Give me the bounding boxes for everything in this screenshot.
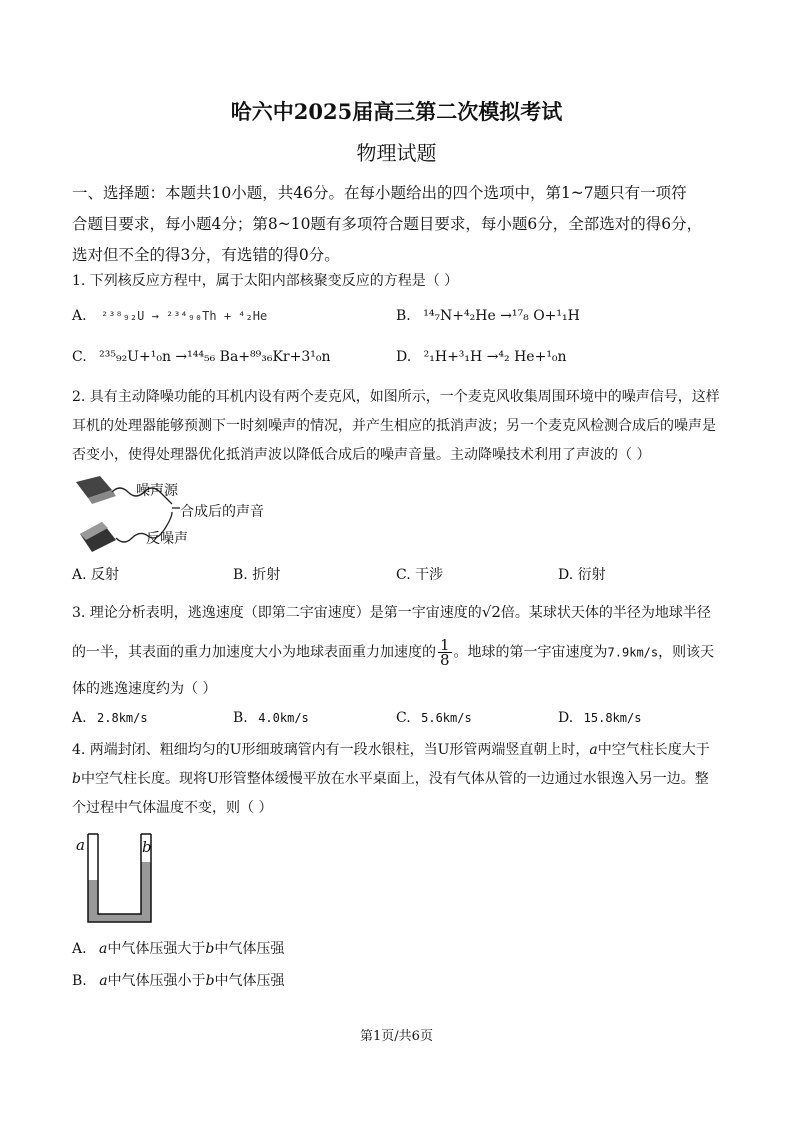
q3-option-d — [558, 710, 641, 726]
q3-option-d-letter: D. — [558, 710, 574, 726]
q4-option-b-var2: b — [205, 973, 215, 989]
q3-line-1a: 3. 理论分析表明，逃逸速度（即第二宇宙速度）是第一宇宙速度的 — [72, 605, 482, 621]
q3-line-1 — [72, 599, 732, 627]
q2-option-a: A. 反射 — [72, 567, 120, 583]
q4-line-1 — [72, 737, 732, 764]
q3-line-2a: 的一半，其表面的重力加速度大小为地球表面重力加速度的 — [72, 644, 436, 661]
q3-option-a-value: 2.8km/s — [97, 711, 148, 725]
q3-frac-den: 8 — [440, 651, 450, 669]
q1-option-a-letter: A. — [72, 308, 87, 324]
q4-var-a: a — [589, 742, 598, 758]
q1-option-c-formula: ²³⁵₉₂U+¹₀n →¹⁴⁴₅₆ Ba+⁸⁹₃₆Kr+3¹₀n — [99, 349, 331, 365]
q4-line-1a: 4. 两端封闭、粗细均匀的U形细玻璃管内有一段水银柱，当U形管两端竖直朝上时， — [72, 742, 590, 758]
q4-stem — [72, 737, 732, 822]
q3-frac-num: 1 — [440, 636, 450, 654]
q4-option-b-letter: B. — [72, 973, 87, 989]
q1-option-d-formula: ²₁H+³₁H →⁴₂ He+¹₀n — [423, 349, 567, 365]
q4-option-b-text1: 中气体压强小于 — [107, 973, 206, 989]
q1-option-b-formula: ¹⁴₇N+⁴₂He →¹⁷₈ O+¹₁H — [423, 308, 580, 324]
page-footer: 第1页/共6页 — [360, 1029, 433, 1044]
q4-option-a-var2: b — [205, 941, 215, 957]
q2-option-d: D. 衍射 — [558, 567, 606, 583]
q3-option-d-value: 15.8km/s — [583, 711, 642, 725]
q3-option-a-letter: A. — [72, 710, 87, 726]
q1-option-d — [396, 349, 567, 365]
q4-figure — [72, 832, 162, 932]
q3-option-b-value: 4.0km/s — [258, 711, 309, 725]
q4-option-a-text2: 中气体压强 — [214, 941, 285, 957]
q2-stem — [72, 384, 732, 469]
q3-line-2c: ，则该天 — [658, 644, 715, 661]
q4-option-a-letter: A. — [72, 941, 87, 957]
exam-title: 哈六中2025届高三第二次模拟考试 — [230, 99, 563, 124]
exam-subtitle: 物理试题 — [356, 141, 437, 165]
section-line-2: 合题目要求，每小题4分；第8~10题有多项符合题目要求，每小题6分，全部选对的得6分， — [72, 215, 703, 233]
fig-label-anti-noise: 反噪声 — [146, 531, 188, 547]
q4-option-b-text2: 中气体压强 — [214, 973, 285, 989]
fig-label-b: b — [142, 838, 152, 856]
q1-option-c — [72, 349, 331, 365]
q3-line-2b: 。地球的第一宇宙速度为 — [453, 644, 608, 661]
q3-velocity: 7.9km/s — [607, 645, 659, 660]
q2-figure — [72, 474, 282, 556]
q3-line-2 — [72, 638, 732, 667]
q3-sqrt: √2 — [481, 603, 501, 621]
q1-option-c-letter: C. — [72, 349, 87, 365]
section-line-3: 选对但不全的得3分，有选错的得0分。 — [72, 246, 340, 264]
q4-option-a — [72, 938, 284, 958]
q1-stem: 1. 下列核反应方程中，属于太阳内部核聚变反应的方程是（ ） — [72, 273, 459, 289]
q4-line-2a: 中空气柱长度。现将U形管整体缓慢平放在水平桌面上，没有气体从管的一边通过水银逸入另一边。整 — [80, 771, 709, 787]
q4-line-3: 个过程中气体温度不变，则（ ） — [72, 800, 273, 816]
q1-option-b-letter: B. — [396, 308, 411, 324]
q3-option-c-letter: C. — [396, 710, 411, 726]
q1-option-d-letter: D. — [396, 349, 412, 365]
fig-label-noise-source: 噪声源 — [136, 483, 178, 499]
section-instructions — [72, 178, 732, 271]
fig-label-combined: 合成后的声音 — [180, 504, 264, 520]
q3-option-b-letter: B. — [233, 710, 248, 726]
q2-line-3: 否变小，使得处理器优化抵消声波以降低合成后的噪声音量。主动降噪技术利用了声波的（ ） — [72, 447, 651, 463]
q3-option-c-value: 5.6km/s — [421, 711, 472, 725]
q2-line-1: 2. 具有主动降噪功能的耳机内设有两个麦克风，如图所示，一个麦克风收集周围环境中的噪声信号，这样 — [72, 389, 720, 405]
q4-var-b: b — [72, 771, 81, 787]
q2-option-b: B. 折射 — [233, 567, 281, 583]
q3-option-c — [396, 710, 472, 726]
fig-label-a: a — [76, 836, 85, 854]
q1-option-b — [396, 308, 580, 324]
q2-line-2: 耳机的处理器能够预测下一时刻噪声的情况，并产生相应的抵消声波；另一个麦克风检测合成后的噪声是 — [72, 418, 716, 434]
q3-option-b — [233, 710, 309, 726]
q3-fraction — [438, 638, 452, 667]
q4-option-b-var1: a — [99, 973, 108, 989]
q3-line-1b: 倍。某球状天体的半径为地球半径 — [500, 605, 711, 621]
q4-line-2 — [72, 766, 732, 793]
q4-option-a-text1: 中气体压强大于 — [107, 941, 206, 957]
u-tube-inner — [98, 834, 141, 914]
q1-option-a-formula: ²³⁸₉₂U → ²³⁴₉₀Th + ⁴₂He — [101, 309, 268, 323]
q3-option-a — [72, 710, 148, 726]
section-line-1: 一、选择题：本题共10小题，共46分。在每小题给出的四个选项中，第1~7题只有一项符 — [72, 184, 687, 202]
q1-option-a — [72, 308, 267, 324]
mercury-right — [141, 862, 151, 922]
q2-option-c: C. 干涉 — [396, 567, 444, 583]
q4-line-1b: 中空气柱长度大于 — [597, 742, 710, 758]
q4-option-b — [72, 970, 285, 990]
q3-line-3: 体的逃逸速度约为（ ） — [72, 681, 217, 697]
q4-option-a-var1: a — [99, 941, 108, 957]
